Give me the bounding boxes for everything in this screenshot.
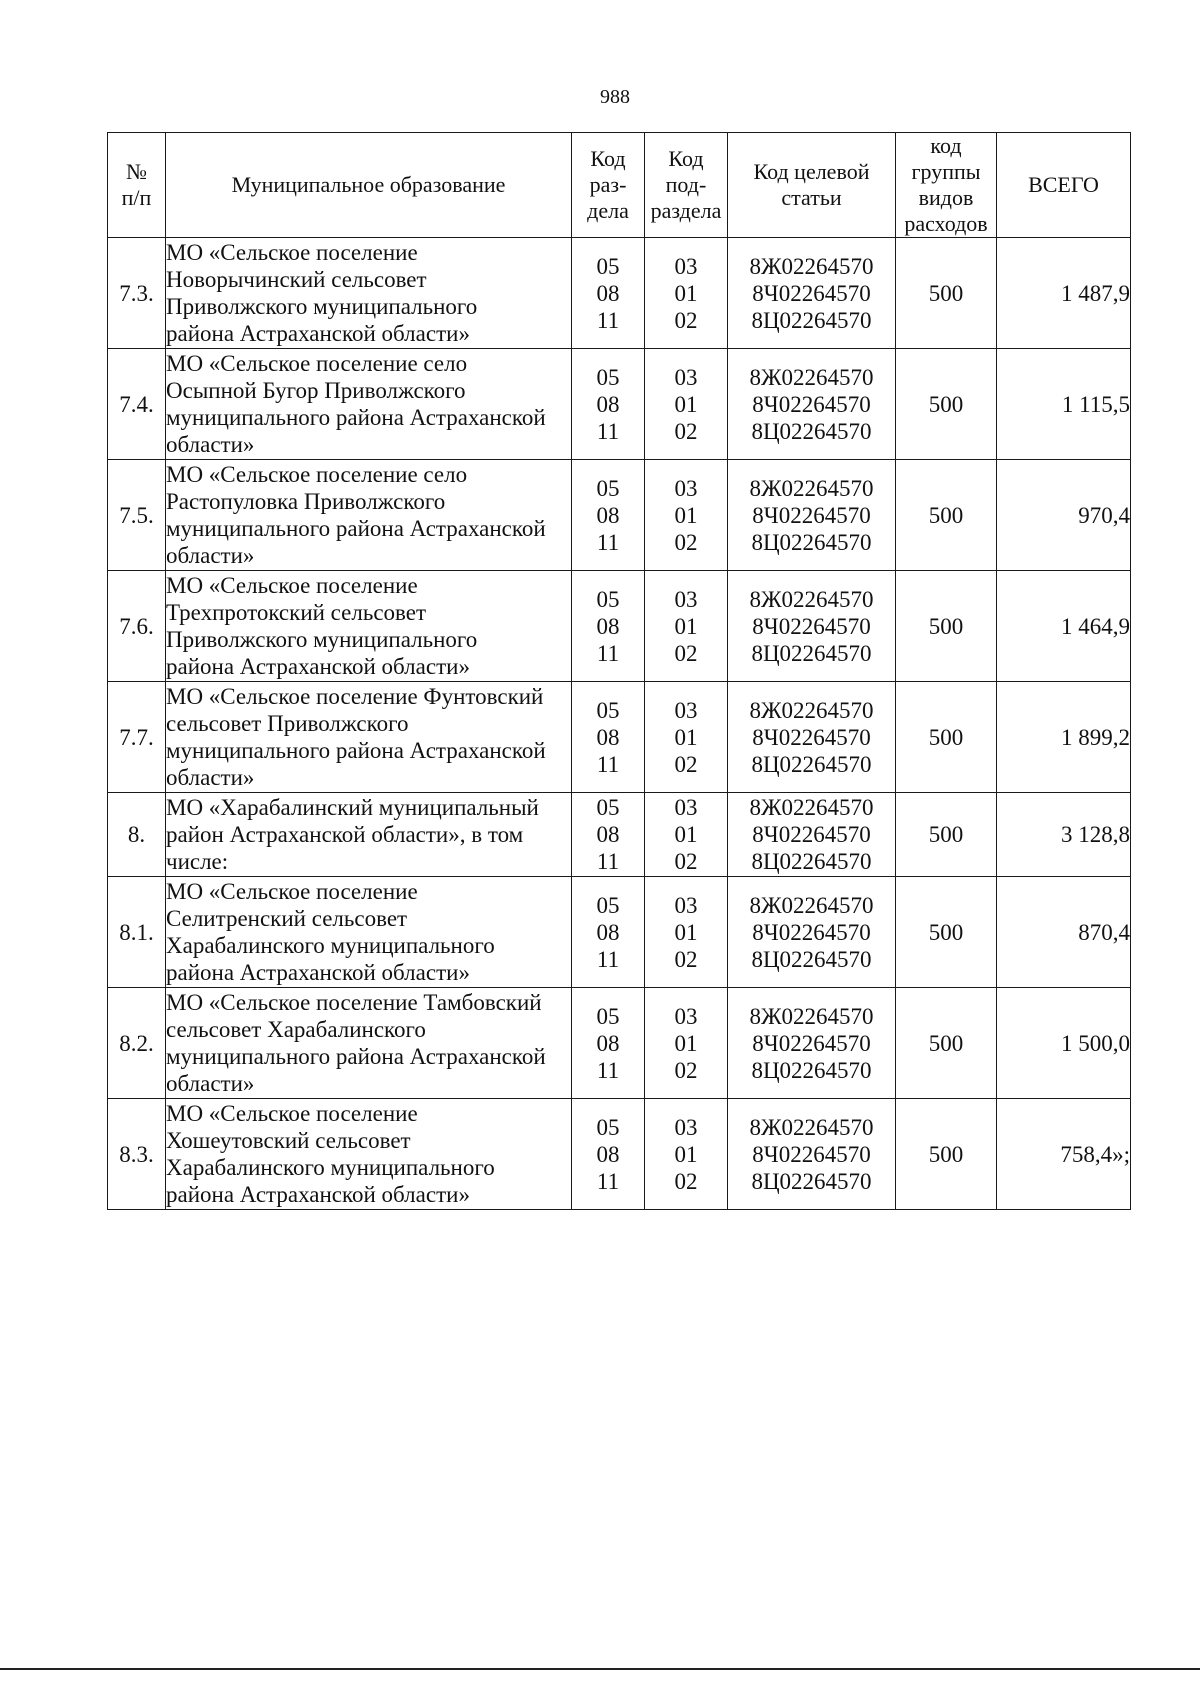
municipality-name: [166, 988, 572, 1099]
subsection-code: 03: [674, 586, 698, 612]
target-code: 8Ц02264570: [751, 418, 872, 444]
section-code: 11: [596, 751, 620, 777]
header-expense-group: [896, 133, 997, 238]
section-code: 05: [596, 1003, 620, 1029]
table-row: [108, 460, 1131, 571]
subsection-code: 01: [674, 391, 698, 417]
municipality-name: [166, 793, 572, 877]
header-subsection-code: [645, 133, 728, 238]
subsection-code: 03: [674, 253, 698, 279]
subsection-codes: [645, 682, 728, 793]
target-code: 8Ц02264570: [751, 751, 872, 777]
name-line: Селитренский сельсовет: [166, 906, 408, 931]
total-amount: 1 115,5: [997, 349, 1131, 460]
section-code: 08: [596, 724, 620, 750]
target-code: 8Ч02264570: [752, 1030, 871, 1056]
target-code: 8Ж02264570: [749, 253, 874, 279]
expense-group-code: 500: [896, 988, 997, 1099]
municipality-name: [166, 1099, 572, 1210]
target-code: 8Ч02264570: [752, 1141, 871, 1167]
table-row: [108, 1099, 1131, 1210]
target-codes: [728, 460, 896, 571]
target-code: 8Ц02264570: [751, 946, 872, 972]
target-codes: [728, 1099, 896, 1210]
section-code: 11: [596, 418, 620, 444]
name-line: Харабалинского муниципального: [166, 1155, 495, 1180]
target-code: 8Ч02264570: [752, 391, 871, 417]
name-line: Хошеутовский сельсовет: [166, 1128, 411, 1153]
subsection-code: 02: [674, 418, 698, 444]
name-line: Приволжского муниципального: [166, 627, 478, 652]
name-line: МО «Сельское поселение: [166, 879, 418, 904]
total-amount: 1 500,0: [997, 988, 1131, 1099]
table-row: [108, 571, 1131, 682]
expense-group-code: 500: [896, 460, 997, 571]
table-header-row: [108, 133, 1131, 238]
section-code: 11: [596, 849, 620, 874]
row-number: 7.4.: [108, 349, 166, 460]
section-code: 11: [596, 1057, 620, 1083]
subsection-code: 03: [674, 1114, 698, 1140]
subsection-code: 02: [674, 1168, 698, 1194]
name-line: Приволжского муниципального: [166, 294, 478, 319]
municipality-name: [166, 571, 572, 682]
header-subsection-code-line: раздела: [650, 198, 722, 223]
header-num-line: п/п: [121, 185, 152, 210]
section-code: 05: [596, 253, 620, 279]
target-code: 8Ч02264570: [752, 280, 871, 306]
target-codes: [728, 988, 896, 1099]
section-code: 11: [596, 1168, 620, 1194]
target-codes: [728, 793, 896, 877]
subsection-code: 01: [674, 724, 698, 750]
name-line: области»: [166, 1071, 255, 1096]
header-municipality-line: Муниципальное образование: [231, 172, 506, 197]
section-codes: [572, 1099, 645, 1210]
section-codes: [572, 988, 645, 1099]
target-code: 8Ц02264570: [751, 1168, 872, 1194]
total-amount: 758,4»;: [997, 1099, 1131, 1210]
expense-group-code: 500: [896, 1099, 997, 1210]
section-code: 08: [596, 391, 620, 417]
target-codes: [728, 349, 896, 460]
subsection-code: 03: [674, 795, 698, 820]
bottom-divider: [0, 1668, 1200, 1670]
section-code: 08: [596, 613, 620, 639]
name-line: район Астраханской области», в том: [166, 822, 524, 847]
target-code: 8Ж02264570: [749, 1003, 874, 1029]
total-amount: 1 487,9: [997, 238, 1131, 349]
subsection-code: 01: [674, 502, 698, 528]
header-num: [108, 133, 166, 238]
subsection-code: 02: [674, 946, 698, 972]
header-expense-group-line: группы: [911, 159, 981, 184]
name-line: МО «Сельское поселение: [166, 1101, 418, 1126]
row-number: 8.3.: [108, 1099, 166, 1210]
total-amount: 870,4: [997, 877, 1131, 988]
target-code: 8Ц02264570: [751, 640, 872, 666]
section-codes: [572, 877, 645, 988]
row-number: 7.5.: [108, 460, 166, 571]
total-amount: 3 128,8: [997, 793, 1131, 877]
target-code: 8Ж02264570: [749, 364, 874, 390]
name-line: района Астраханской области»: [166, 321, 470, 346]
name-line: Растопуловка Приволжского: [166, 489, 446, 514]
target-code: 8Ч02264570: [752, 502, 871, 528]
expense-group-code: 500: [896, 238, 997, 349]
subsection-codes: [645, 877, 728, 988]
total-amount: 970,4: [997, 460, 1131, 571]
header-total: [997, 133, 1131, 238]
name-line: района Астраханской области»: [166, 960, 470, 985]
target-code: 8Ц02264570: [751, 849, 872, 874]
header-section-code: [572, 133, 645, 238]
section-code: 05: [596, 892, 620, 918]
table-row: [108, 682, 1131, 793]
target-code: 8Ж02264570: [749, 795, 874, 820]
municipality-name: [166, 349, 572, 460]
header-expense-group-line: код: [930, 133, 962, 158]
section-codes: [572, 682, 645, 793]
subsection-code: 03: [674, 364, 698, 390]
name-line: района Астраханской области»: [166, 654, 470, 679]
section-code: 08: [596, 1141, 620, 1167]
subsection-codes: [645, 988, 728, 1099]
header-target-code: [728, 133, 896, 238]
header-section-code-line: дела: [587, 198, 629, 223]
table-row: [108, 238, 1131, 349]
section-code: 05: [596, 475, 620, 501]
section-code: 11: [596, 946, 620, 972]
target-code: 8Ч02264570: [752, 919, 871, 945]
section-code: 08: [596, 280, 620, 306]
target-code: 8Ц02264570: [751, 307, 872, 333]
name-line: области»: [166, 765, 255, 790]
header-total-line: ВСЕГО: [1028, 172, 1099, 197]
subsection-code: 02: [674, 751, 698, 777]
name-line: МО «Сельское поселение Тамбовский: [166, 990, 542, 1015]
subsection-code: 01: [674, 280, 698, 306]
section-code: 08: [596, 822, 620, 847]
subsection-code: 01: [674, 822, 698, 847]
target-codes: [728, 877, 896, 988]
header-target-code-line: статьи: [781, 185, 842, 210]
target-code: 8Ж02264570: [749, 586, 874, 612]
section-code: 11: [596, 640, 620, 666]
section-code: 05: [596, 1114, 620, 1140]
name-line: муниципального района Астраханской: [166, 405, 546, 430]
total-amount: 1 899,2: [997, 682, 1131, 793]
header-subsection-code-line: Код: [668, 146, 704, 171]
target-codes: [728, 682, 896, 793]
target-code: 8Ч02264570: [752, 613, 871, 639]
subsection-code: 03: [674, 697, 698, 723]
subsection-code: 02: [674, 529, 698, 555]
header-expense-group-line: видов: [918, 185, 974, 210]
header-target-code-line: Код целевой: [753, 159, 870, 184]
header-municipality: [166, 133, 572, 238]
table-row: [108, 793, 1131, 877]
expense-group-code: 500: [896, 793, 997, 877]
target-code: 8Ц02264570: [751, 529, 872, 555]
row-number: 8.1.: [108, 877, 166, 988]
name-line: муниципального района Астраханской: [166, 1044, 546, 1069]
name-line: МО «Харабалинский муниципальный: [166, 795, 539, 820]
section-code: 05: [596, 795, 620, 820]
header-num-line: №: [126, 159, 147, 184]
name-line: числе:: [166, 849, 229, 874]
subsection-code: 03: [674, 475, 698, 501]
target-code: 8Ж02264570: [749, 1114, 874, 1140]
subsection-code: 01: [674, 1141, 698, 1167]
municipality-name: [166, 460, 572, 571]
subsection-code: 03: [674, 1003, 698, 1029]
subsection-codes: [645, 571, 728, 682]
section-codes: [572, 349, 645, 460]
name-line: Новорычинский сельсовет: [166, 267, 427, 292]
row-number: 7.3.: [108, 238, 166, 349]
header-section-code-line: Код: [590, 146, 626, 171]
subsection-codes: [645, 1099, 728, 1210]
name-line: МО «Сельское поселение село: [166, 351, 468, 376]
target-codes: [728, 238, 896, 349]
subsection-code: 03: [674, 892, 698, 918]
subsection-codes: [645, 238, 728, 349]
table-row: [108, 877, 1131, 988]
row-number: 8.: [108, 793, 166, 877]
total-amount: 1 464,9: [997, 571, 1131, 682]
section-code: 05: [596, 586, 620, 612]
municipality-name: [166, 877, 572, 988]
section-code: 05: [596, 364, 620, 390]
name-line: района Астраханской области»: [166, 1182, 470, 1207]
name-line: сельсовет Приволжского: [166, 711, 409, 736]
header-subsection-code-line: под-: [665, 172, 707, 197]
target-code: 8Ж02264570: [749, 892, 874, 918]
row-number: 7.6.: [108, 571, 166, 682]
expense-group-code: 500: [896, 877, 997, 988]
section-codes: [572, 571, 645, 682]
name-line: МО «Сельское поселение Фунтовский: [166, 684, 544, 709]
target-code: 8Ч02264570: [752, 724, 871, 750]
subsection-codes: [645, 349, 728, 460]
table-row: [108, 349, 1131, 460]
section-code: 05: [596, 697, 620, 723]
table-row: [108, 988, 1131, 1099]
section-codes: [572, 460, 645, 571]
budget-table: [107, 132, 1131, 1210]
header-section-code-line: раз-: [589, 172, 627, 197]
name-line: муниципального района Астраханской: [166, 516, 546, 541]
section-code: 08: [596, 1030, 620, 1056]
name-line: муниципального района Астраханской: [166, 738, 546, 763]
subsection-code: 01: [674, 613, 698, 639]
subsection-codes: [645, 460, 728, 571]
subsection-code: 02: [674, 640, 698, 666]
subsection-code: 02: [674, 307, 698, 333]
subsection-code: 02: [674, 849, 698, 874]
name-line: сельсовет Харабалинского: [166, 1017, 426, 1042]
subsection-code: 02: [674, 1057, 698, 1083]
row-number: 8.2.: [108, 988, 166, 1099]
name-line: области»: [166, 543, 255, 568]
subsection-code: 01: [674, 1030, 698, 1056]
target-code: 8Ж02264570: [749, 697, 874, 723]
section-codes: [572, 238, 645, 349]
name-line: области»: [166, 432, 255, 457]
expense-group-code: 500: [896, 682, 997, 793]
header-expense-group-line: расходов: [904, 211, 988, 236]
expense-group-code: 500: [896, 571, 997, 682]
target-code: 8Ц02264570: [751, 1057, 872, 1083]
name-line: МО «Сельское поселение: [166, 240, 418, 265]
target-code: 8Ж02264570: [749, 475, 874, 501]
section-code: 11: [596, 307, 620, 333]
expense-group-code: 500: [896, 349, 997, 460]
section-code: 08: [596, 919, 620, 945]
subsection-code: 01: [674, 919, 698, 945]
target-code: 8Ч02264570: [752, 822, 871, 847]
target-codes: [728, 571, 896, 682]
name-line: Осыпной Бугор Приволжского: [166, 378, 466, 403]
name-line: Трехпротокский сельсовет: [166, 600, 427, 625]
section-codes: [572, 793, 645, 877]
page-number: 988: [600, 86, 630, 108]
municipality-name: [166, 238, 572, 349]
subsection-codes: [645, 793, 728, 877]
section-code: 11: [596, 529, 620, 555]
row-number: 7.7.: [108, 682, 166, 793]
section-code: 08: [596, 502, 620, 528]
name-line: МО «Сельское поселение: [166, 573, 418, 598]
municipality-name: [166, 682, 572, 793]
name-line: Харабалинского муниципального: [166, 933, 495, 958]
name-line: МО «Сельское поселение село: [166, 462, 468, 487]
